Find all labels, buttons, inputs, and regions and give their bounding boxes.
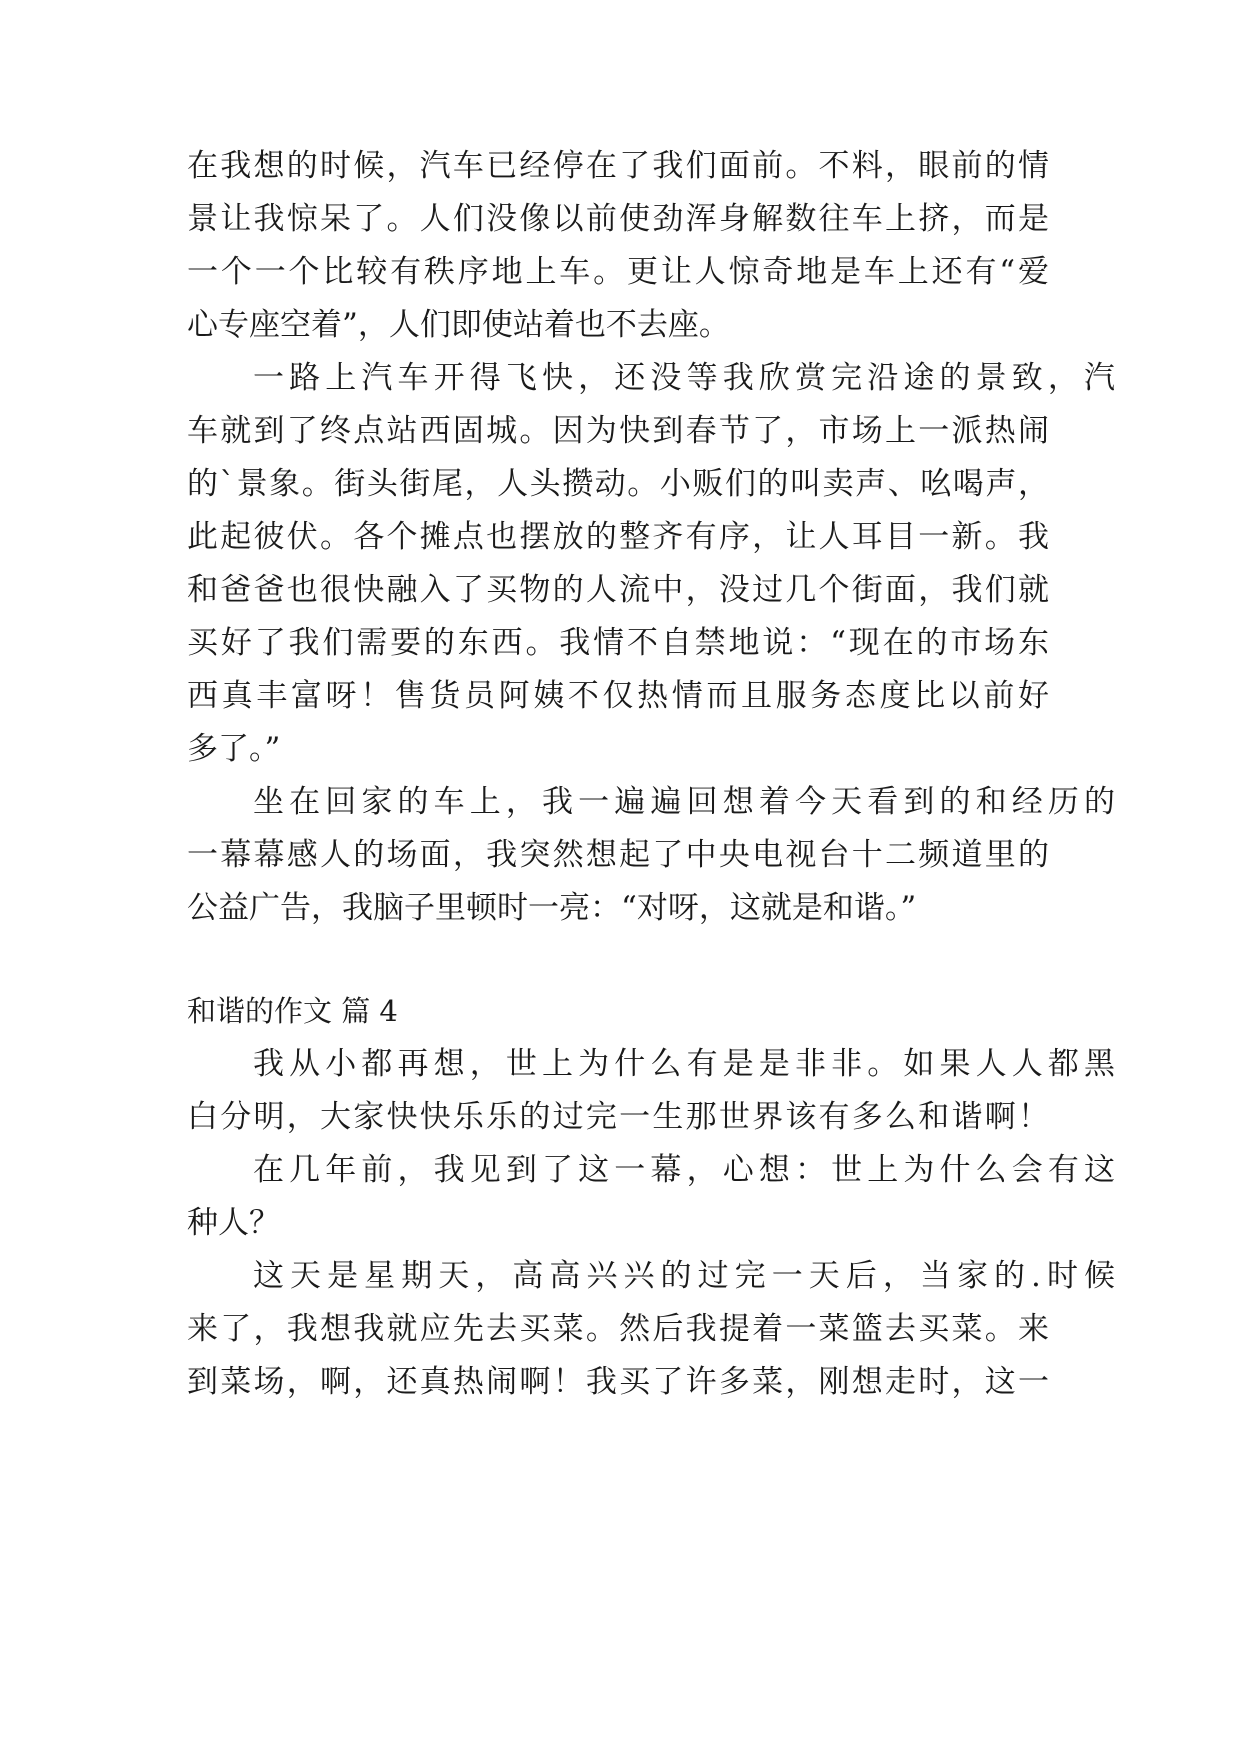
paragraph-line: 到菜场，啊，还真热闹啊！我买了许多菜，刚想走时，这一	[187, 1364, 1049, 1400]
paragraph-line: 种人？	[187, 1205, 280, 1241]
paragraph-line: 公益广告，我脑子里顿时一亮：“对呀，这就是和谐。”	[187, 890, 917, 926]
paragraph-line: 这天是星期天，高高兴兴的过完一天后，当家的.时候	[253, 1258, 1115, 1294]
paragraph-line: 买好了我们需要的东西。我情不自禁地说：“现在的市场东	[187, 625, 1049, 661]
paragraph-line: 坐在回家的车上，我一遍遍回想着今天看到的和经历的	[253, 784, 1115, 820]
paragraph-line: 多了。”	[187, 731, 281, 767]
paragraph-line: 的`景象。街头街尾，人头攒动。小贩们的叫卖声、吆喝声，	[187, 466, 1049, 502]
paragraph-line: 一个一个比较有秩序地上车。更让人惊奇地是车上还有“爱	[187, 254, 1049, 290]
paragraph-line: 我从小都再想，世上为什么有是是非非。如果人人都黑	[253, 1046, 1115, 1082]
paragraph-line: 景让我惊呆了。人们没像以前使劲浑身解数往车上挤，而是	[187, 201, 1049, 237]
paragraph-line: 一路上汽车开得飞快，还没等我欣赏完沿途的景致，汽	[253, 360, 1115, 396]
paragraph-line: 车就到了终点站西固城。因为快到春节了，市场上一派热闹	[187, 413, 1049, 449]
paragraph-line: 来了，我想我就应先去买菜。然后我提着一菜篮去买菜。来	[187, 1311, 1049, 1347]
paragraph-line: 白分明，大家快快乐乐的过完一生那世界该有多么和谐啊！	[187, 1099, 1049, 1135]
paragraph-line: 和爸爸也很快融入了买物的人流中，没过几个街面，我们就	[187, 572, 1049, 608]
paragraph-line: 在我想的时候，汽车已经停在了我们面前。不料，眼前的情	[187, 148, 1049, 184]
paragraph-line: 心专座空着”，人们即使站着也不去座。	[187, 307, 730, 343]
section-heading: 和谐的作文 篇 4	[187, 994, 398, 1028]
paragraph-line: 此起彼伏。各个摊点也摆放的整齐有序，让人耳目一新。我	[187, 519, 1049, 555]
paragraph-line: 在几年前，我见到了这一幕，心想：世上为什么会有这	[253, 1152, 1115, 1188]
paragraph-line: 西真丰富呀！售货员阿姨不仅热情而且服务态度比以前好	[187, 678, 1049, 714]
paragraph-line: 一幕幕感人的场面，我突然想起了中央电视台十二频道里的	[187, 837, 1049, 873]
